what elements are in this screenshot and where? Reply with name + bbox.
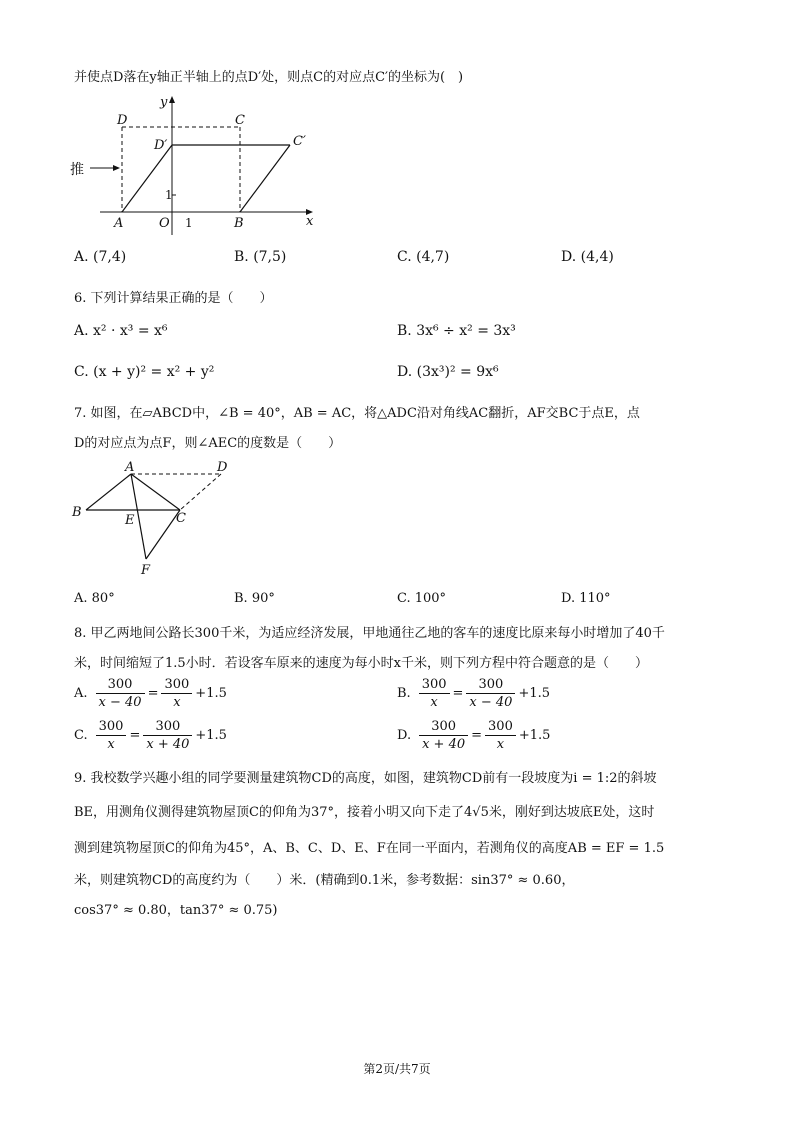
q8-line2: 米，时间缩短了1.5小时．若设客车原来的速度为每小时x千米，则下列方程中符合题意的是（ ）: [74, 656, 649, 671]
q6-option-b: B. 3x⁶ ÷ x² = 3x³: [397, 323, 516, 339]
q7-segment-cf: [146, 510, 180, 559]
q7-label-d: D: [217, 460, 228, 475]
q5-option-a: A. (7,4): [74, 249, 127, 265]
q8-a-right-frac: $\frac{300}{x}$: [161, 676, 192, 711]
q7-dashed-dc: [180, 474, 221, 510]
q8-line1: 8. 甲乙两地间公路长300千米，为适应经济发展，甲地通往乙地的客车的速度比原来每小时增加了40千: [74, 626, 665, 641]
q8-option-c: C. $\frac{300}{x}$ = $\frac{300}{x + 40}$ +1.5: [74, 719, 227, 752]
q7-label-e: E: [125, 513, 135, 528]
q5-label-one-y: 1: [165, 188, 173, 202]
q5-figure: [68, 90, 328, 240]
q7-label-f: F: [141, 563, 151, 578]
q5-option-b: B. (7,5): [234, 249, 287, 265]
q5-side-bc: [240, 145, 290, 212]
q6-stem: 6. 下列计算结果正确的是（ ）: [74, 291, 273, 306]
q5-label-dp: D′: [154, 138, 168, 153]
q5-intro: 并使点D落在y轴正半轴上的点D′处，则点C的对应点C′的坐标为( ): [74, 70, 464, 85]
q8-option-d: D. $\frac{300}{x + 40}$ = $\frac{300}{x}$ +1.5: [397, 719, 551, 752]
q9-line4: 米，则建筑物CD的高度约为（ ）米．(精确到0.1米，参考数据：sin37° ≈ 0.60，: [74, 873, 575, 888]
q8-d-right-frac: $\frac{300}{x}$: [485, 718, 516, 753]
q5-push-label: 推: [70, 162, 84, 178]
q9-line1: 9. 我校数学兴趣小组的同学要测量建筑物CD的高度，如图，建筑物CD前有一段坡度为i = 1:2的斜坡: [74, 771, 657, 786]
q5-option-c: C. (4,7): [397, 249, 450, 265]
q5-label-c: C: [235, 113, 245, 128]
q8-d-left-frac: $\frac{300}{x + 40}$: [419, 718, 468, 753]
page-footer: 第2页/共7页: [363, 1062, 431, 1076]
q8-c-right-frac: $\frac{300}{x + 40}$: [143, 718, 192, 753]
q7-segment-ac: [131, 474, 180, 510]
q7-label-c: C: [176, 511, 186, 526]
q7-option-d: D. 110°: [561, 591, 611, 606]
q7-label-a: A: [125, 460, 135, 475]
q7-line2: D的对应点为点F，则∠AEC的度数是（ ）: [74, 436, 342, 451]
q7-segment-ab: [86, 474, 131, 510]
q5-label-one-x: 1: [185, 216, 193, 230]
q5-label-cp: C′: [293, 134, 306, 149]
q9-line3: 测到建筑物屋顶C的仰角为45°，A、B、C、D、E、F在同一平面内，若测角仪的高度AB = EF = 1.5: [74, 841, 665, 856]
q5-label-a: A: [114, 216, 124, 231]
q6-option-a: A. x² · x³ = x⁶: [74, 323, 168, 339]
q9-line2: BE，用测角仪测得建筑物屋顶C的仰角为37°，接着小明又向下走了4√5米，刚好到达坡底E处，这时: [74, 805, 655, 820]
q5-label-d: D: [117, 113, 128, 128]
q5-push-arrow-head: [113, 165, 120, 171]
q6-option-d: D. (3x³)² = 9x⁶: [397, 364, 499, 380]
q5-label-b: B: [234, 216, 244, 231]
q7-option-a: A. 80°: [74, 591, 115, 606]
q5-label-y: y: [160, 95, 168, 110]
q8-a-left-frac: $\frac{300}{x - 40}$: [96, 676, 145, 711]
q8-c-left-frac: $\frac{300}{x}$: [96, 718, 127, 753]
q5-option-d: D. (4,4): [561, 249, 614, 265]
q6-option-c: C. (x + y)² = x² + y²: [74, 364, 215, 380]
q7-label-b: B: [72, 505, 82, 520]
q7-option-b: B. 90°: [234, 591, 275, 606]
q5-y-arrow: [169, 96, 175, 103]
q7-line1: 7. 如图，在▱ABCD中，∠B = 40°，AB = AC，将△ADC沿对角线AC翻折，AF交BC于点E，点: [74, 406, 640, 421]
q8-option-b: B. $\frac{300}{x}$ = $\frac{300}{x - 40}$ +1.5: [397, 677, 551, 710]
q8-b-right-frac: $\frac{300}{x - 40}$: [466, 676, 515, 711]
q9-line5: cos37° ≈ 0.80，tan37° ≈ 0.75): [74, 903, 278, 918]
q8-b-left-frac: $\frac{300}{x}$: [419, 676, 450, 711]
q5-label-x: x: [306, 214, 314, 229]
q7-option-c: C. 100°: [397, 591, 447, 606]
q7-figure: [68, 458, 248, 583]
q5-label-o: O: [159, 216, 170, 231]
q8-option-a: A. $\frac{300}{x - 40}$ = $\frac{300}{x}$ +1.5: [74, 677, 227, 710]
